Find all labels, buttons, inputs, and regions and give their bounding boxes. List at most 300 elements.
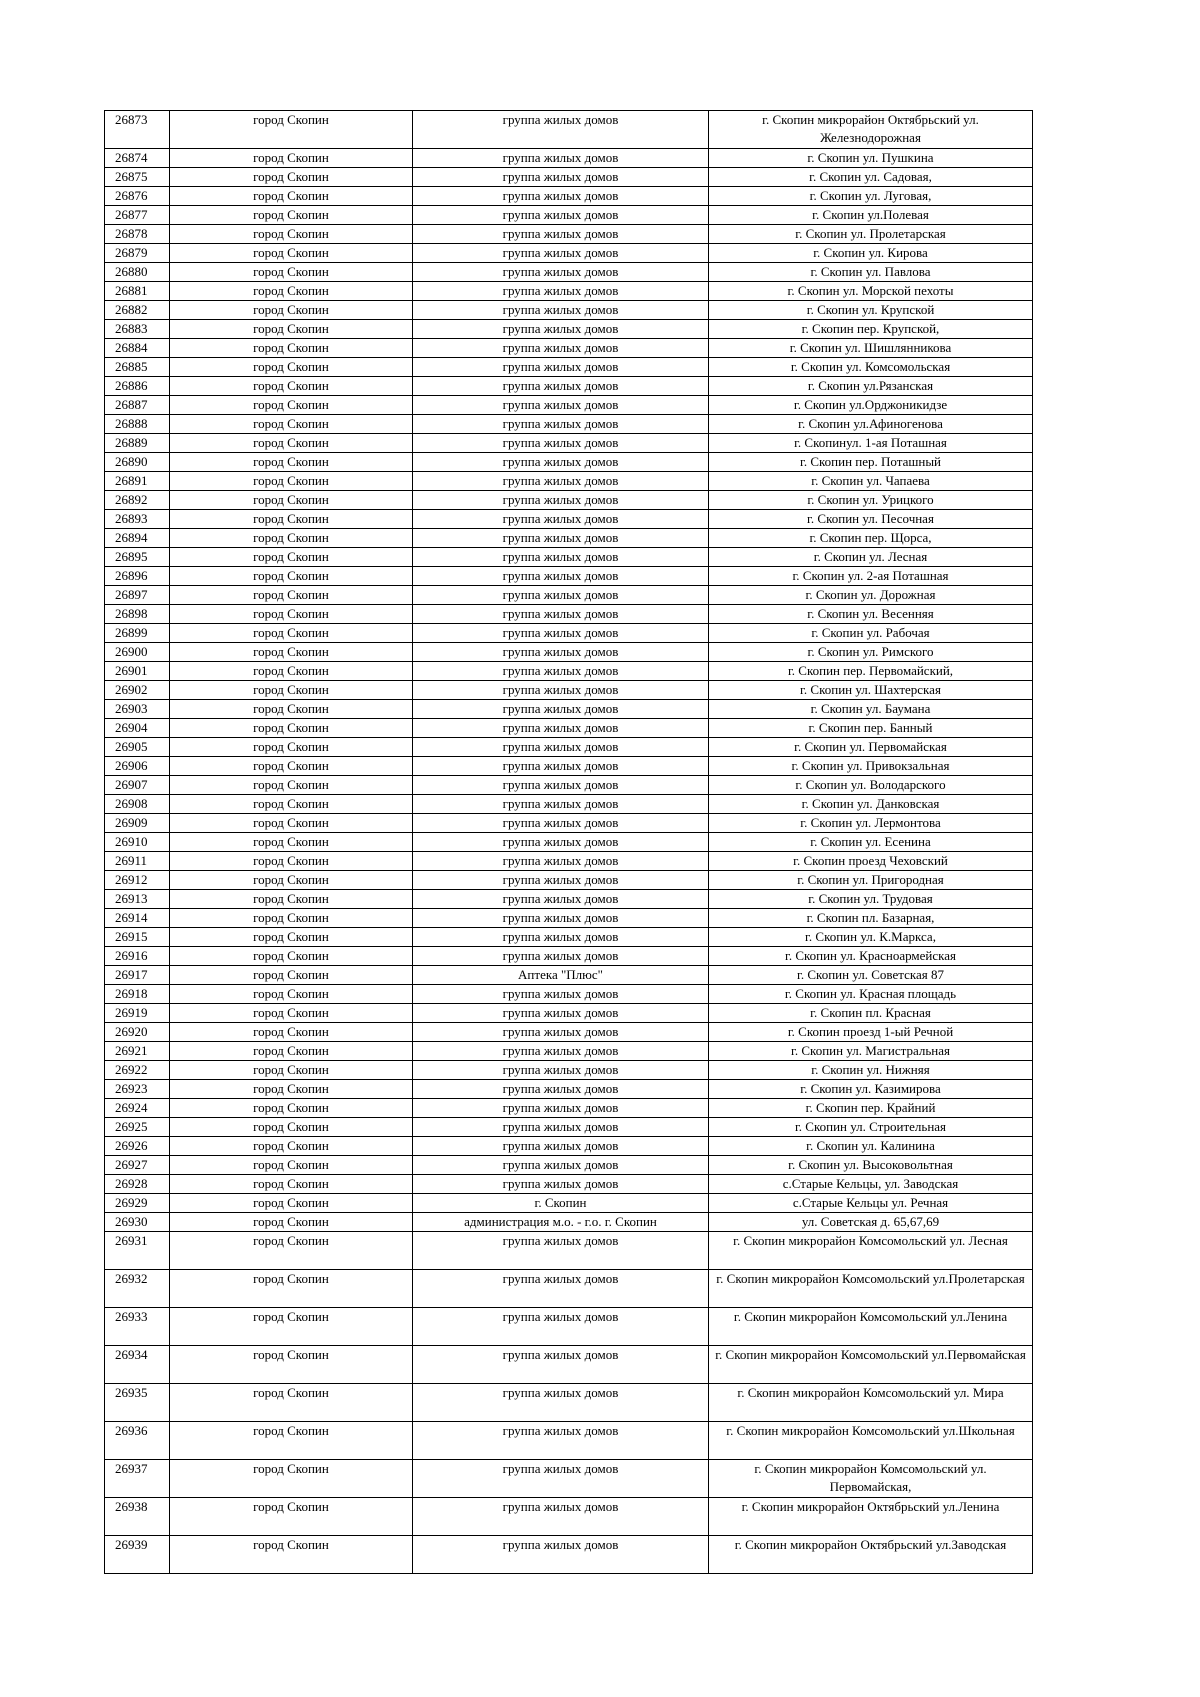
row-number: 26931 — [105, 1232, 170, 1270]
address-cell: г. Скопин ул. Морской пехоты — [709, 282, 1033, 301]
object-cell: группа жилых домов — [413, 149, 709, 168]
row-number: 26916 — [105, 947, 170, 966]
row-number: 26915 — [105, 928, 170, 947]
city-cell: город Скопин — [170, 833, 413, 852]
city-cell: город Скопин — [170, 206, 413, 225]
table-row — [105, 814, 1033, 833]
city-cell: город Скопин — [170, 738, 413, 757]
object-cell: группа жилых домов — [413, 434, 709, 453]
object-cell: группа жилых домов — [413, 111, 709, 149]
table-row — [105, 985, 1033, 1004]
city-cell: город Скопин — [170, 1137, 413, 1156]
address-cell: г. Скопин ул. Песочная — [709, 510, 1033, 529]
row-number: 26918 — [105, 985, 170, 1004]
address-cell: г. Скопин микрорайон Комсомольский ул. Лесная — [709, 1232, 1033, 1270]
city-cell: город Скопин — [170, 928, 413, 947]
city-cell: город Скопин — [170, 909, 413, 928]
address-cell: г. Скопин ул. Лермонтова — [709, 814, 1033, 833]
row-number: 26939 — [105, 1536, 170, 1574]
table-row — [105, 776, 1033, 795]
row-number: 26897 — [105, 586, 170, 605]
table-row — [105, 111, 1033, 149]
city-cell: город Скопин — [170, 985, 413, 1004]
table-row — [105, 301, 1033, 320]
row-number: 26934 — [105, 1346, 170, 1384]
row-number: 26875 — [105, 168, 170, 187]
row-number: 26919 — [105, 1004, 170, 1023]
object-cell: группа жилых домов — [413, 1270, 709, 1308]
table-row — [105, 263, 1033, 282]
row-number: 26895 — [105, 548, 170, 567]
row-number: 26898 — [105, 605, 170, 624]
city-cell: город Скопин — [170, 529, 413, 548]
table-row — [105, 966, 1033, 985]
address-cell: г. Скопин ул. Есенина — [709, 833, 1033, 852]
address-cell: г. Скопин ул. Шахтерская — [709, 681, 1033, 700]
object-cell: группа жилых домов — [413, 1080, 709, 1099]
table-row — [105, 1194, 1033, 1213]
object-cell: группа жилых домов — [413, 890, 709, 909]
table-row — [105, 187, 1033, 206]
table-row — [105, 1232, 1033, 1270]
table-row — [105, 206, 1033, 225]
address-cell: г. Скопин ул. Пушкина — [709, 149, 1033, 168]
city-cell: город Скопин — [170, 1175, 413, 1194]
row-number: 26880 — [105, 263, 170, 282]
city-cell: город Скопин — [170, 605, 413, 624]
table-row — [105, 1118, 1033, 1137]
table-row — [105, 358, 1033, 377]
row-number: 26873 — [105, 111, 170, 149]
address-cell: г. Скопин ул. Садовая, — [709, 168, 1033, 187]
table-row — [105, 1308, 1033, 1346]
address-cell: г. Скопин ул. Привокзальная — [709, 757, 1033, 776]
row-number: 26889 — [105, 434, 170, 453]
row-number: 26891 — [105, 472, 170, 491]
table-row — [105, 491, 1033, 510]
table-row — [105, 415, 1033, 434]
object-cell: группа жилых домов — [413, 548, 709, 567]
city-cell: город Скопин — [170, 567, 413, 586]
address-cell: г. Скопин ул. Первомайская — [709, 738, 1033, 757]
city-cell: город Скопин — [170, 1004, 413, 1023]
city-cell: город Скопин — [170, 339, 413, 358]
row-number: 26933 — [105, 1308, 170, 1346]
table-row — [105, 529, 1033, 548]
city-cell: город Скопин — [170, 1061, 413, 1080]
object-cell: группа жилых домов — [413, 605, 709, 624]
table-row — [105, 909, 1033, 928]
table-row — [105, 1099, 1033, 1118]
address-cell: г. Скопин ул. Высоковольтная — [709, 1156, 1033, 1175]
row-number: 26921 — [105, 1042, 170, 1061]
table-row — [105, 1023, 1033, 1042]
table-row — [105, 1061, 1033, 1080]
city-cell: город Скопин — [170, 472, 413, 491]
address-cell: г. Скопин микрорайон Комсомольский ул. Первомайская, — [709, 1460, 1033, 1498]
address-cell: г. Скопин ул. Пригородная — [709, 871, 1033, 890]
object-cell: группа жилых домов — [413, 738, 709, 757]
row-number: 26903 — [105, 700, 170, 719]
address-cell: г. Скопин микрорайон Комсомольский ул.Первомайская — [709, 1346, 1033, 1384]
row-number: 26937 — [105, 1460, 170, 1498]
address-cell: г. Скопин ул. Нижняя — [709, 1061, 1033, 1080]
object-cell: группа жилых домов — [413, 909, 709, 928]
city-cell: город Скопин — [170, 491, 413, 510]
row-number: 26920 — [105, 1023, 170, 1042]
table-row — [105, 1498, 1033, 1536]
address-cell: г. Скопин микрорайон Октябрьский ул. Железнодорожная — [709, 111, 1033, 149]
city-cell: город Скопин — [170, 1498, 413, 1536]
row-number: 26926 — [105, 1137, 170, 1156]
address-cell: г. Скопин ул. Володарского — [709, 776, 1033, 795]
table-row — [105, 662, 1033, 681]
city-cell: город Скопин — [170, 453, 413, 472]
address-cell: г. Скопин пл. Базарная, — [709, 909, 1033, 928]
address-cell: г. Скопин микрорайон Комсомольский ул. Мира — [709, 1384, 1033, 1422]
city-cell: город Скопин — [170, 1460, 413, 1498]
address-cell: г. Скопин ул. Чапаева — [709, 472, 1033, 491]
object-cell: администрация м.о. - г.о. г. Скопин — [413, 1213, 709, 1232]
object-cell: группа жилых домов — [413, 339, 709, 358]
table-row — [105, 320, 1033, 339]
object-cell: группа жилых домов — [413, 187, 709, 206]
row-number: 26887 — [105, 396, 170, 415]
table-row — [105, 624, 1033, 643]
table-row — [105, 1080, 1033, 1099]
row-number: 26929 — [105, 1194, 170, 1213]
address-cell: г. Скопин пер. Крайний — [709, 1099, 1033, 1118]
row-number: 26922 — [105, 1061, 170, 1080]
table-row — [105, 1536, 1033, 1574]
object-cell: группа жилых домов — [413, 225, 709, 244]
object-cell: группа жилых домов — [413, 1004, 709, 1023]
table-row — [105, 757, 1033, 776]
row-number: 26881 — [105, 282, 170, 301]
object-cell: группа жилых домов — [413, 947, 709, 966]
city-cell: город Скопин — [170, 1099, 413, 1118]
row-number: 26878 — [105, 225, 170, 244]
address-cell: г. Скопин ул. Шишлянникова — [709, 339, 1033, 358]
address-cell: г. Скопин ул. Пролетарская — [709, 225, 1033, 244]
city-cell: город Скопин — [170, 757, 413, 776]
object-cell: группа жилых домов — [413, 206, 709, 225]
row-number: 26879 — [105, 244, 170, 263]
object-cell: группа жилых домов — [413, 776, 709, 795]
row-number: 26876 — [105, 187, 170, 206]
object-cell: группа жилых домов — [413, 529, 709, 548]
table-row — [105, 795, 1033, 814]
object-cell: группа жилых домов — [413, 662, 709, 681]
address-cell: г. Скопин проезд Чеховский — [709, 852, 1033, 871]
row-number: 26894 — [105, 529, 170, 548]
city-cell: город Скопин — [170, 434, 413, 453]
object-cell: группа жилых домов — [413, 1023, 709, 1042]
city-cell: город Скопин — [170, 1023, 413, 1042]
city-cell: город Скопин — [170, 700, 413, 719]
table-row — [105, 567, 1033, 586]
address-cell: г. Скопин ул. К.Маркса, — [709, 928, 1033, 947]
object-cell: группа жилых домов — [413, 1308, 709, 1346]
address-cell: г. Скопин ул. 2-ая Поташная — [709, 567, 1033, 586]
object-cell: группа жилых домов — [413, 1232, 709, 1270]
object-cell: группа жилых домов — [413, 1460, 709, 1498]
city-cell: город Скопин — [170, 1346, 413, 1384]
object-cell: группа жилых домов — [413, 244, 709, 263]
row-number: 26925 — [105, 1118, 170, 1137]
row-number: 26905 — [105, 738, 170, 757]
address-cell: г. Скопин ул. Калинина — [709, 1137, 1033, 1156]
city-cell: город Скопин — [170, 111, 413, 149]
table-row — [105, 1175, 1033, 1194]
object-cell: Аптека "Плюс" — [413, 966, 709, 985]
table-row — [105, 643, 1033, 662]
address-cell: г. Скопин ул. Лесная — [709, 548, 1033, 567]
city-cell: город Скопин — [170, 415, 413, 434]
object-cell: группа жилых домов — [413, 643, 709, 662]
table-body — [105, 111, 1033, 1574]
row-number: 26908 — [105, 795, 170, 814]
object-cell: группа жилых домов — [413, 472, 709, 491]
object-cell: группа жилых домов — [413, 1137, 709, 1156]
address-cell: г. Скопин ул. Данковская — [709, 795, 1033, 814]
object-cell: группа жилых домов — [413, 1061, 709, 1080]
address-cell: г. Скопин ул. Римского — [709, 643, 1033, 662]
table-row — [105, 681, 1033, 700]
address-cell: г. Скопин ул.Афиногенова — [709, 415, 1033, 434]
address-cell: г. Скопин ул. Советская 87 — [709, 966, 1033, 985]
row-number: 26892 — [105, 491, 170, 510]
row-number: 26910 — [105, 833, 170, 852]
city-cell: город Скопин — [170, 1213, 413, 1232]
city-cell: город Скопин — [170, 548, 413, 567]
object-cell: группа жилых домов — [413, 396, 709, 415]
table-row — [105, 719, 1033, 738]
address-cell: г. Скопин ул. Дорожная — [709, 586, 1033, 605]
row-number: 26914 — [105, 909, 170, 928]
address-cell: г. Скопин пл. Красная — [709, 1004, 1033, 1023]
row-number: 26883 — [105, 320, 170, 339]
object-cell: группа жилых домов — [413, 871, 709, 890]
city-cell: город Скопин — [170, 852, 413, 871]
object-cell: группа жилых домов — [413, 985, 709, 1004]
table-row — [105, 833, 1033, 852]
table-row — [105, 1270, 1033, 1308]
city-cell: город Скопин — [170, 624, 413, 643]
address-cell: г. Скопин микрорайон Комсомольский ул.Пролетарская — [709, 1270, 1033, 1308]
table-row — [105, 1422, 1033, 1460]
object-cell: группа жилых домов — [413, 358, 709, 377]
object-cell: группа жилых домов — [413, 928, 709, 947]
row-number: 26893 — [105, 510, 170, 529]
address-cell: г. Скопин ул. Красноармейская — [709, 947, 1033, 966]
address-cell: г. Скопин пер. Щорса, — [709, 529, 1033, 548]
city-cell: город Скопин — [170, 1080, 413, 1099]
table-row — [105, 700, 1033, 719]
row-number: 26886 — [105, 377, 170, 396]
object-cell: группа жилых домов — [413, 624, 709, 643]
address-cell: с.Старые Кельцы ул. Речная — [709, 1194, 1033, 1213]
object-cell: группа жилых домов — [413, 263, 709, 282]
address-cell: г. Скопин ул. Кирова — [709, 244, 1033, 263]
table-row — [105, 339, 1033, 358]
object-cell: группа жилых домов — [413, 757, 709, 776]
table-row — [105, 510, 1033, 529]
table-row — [105, 852, 1033, 871]
address-cell: г. Скопин ул. Павлова — [709, 263, 1033, 282]
address-cell: с.Старые Кельцы, ул. Заводская — [709, 1175, 1033, 1194]
city-cell: город Скопин — [170, 681, 413, 700]
row-number: 26890 — [105, 453, 170, 472]
object-cell: г. Скопин — [413, 1194, 709, 1213]
row-number: 26917 — [105, 966, 170, 985]
row-number: 26904 — [105, 719, 170, 738]
table-row — [105, 548, 1033, 567]
city-cell: город Скопин — [170, 1156, 413, 1175]
address-cell: г. Скопин пер. Банный — [709, 719, 1033, 738]
table-row — [105, 225, 1033, 244]
city-cell: город Скопин — [170, 662, 413, 681]
object-cell: группа жилых домов — [413, 1498, 709, 1536]
table-row — [105, 396, 1033, 415]
city-cell: город Скопин — [170, 510, 413, 529]
city-cell: город Скопин — [170, 320, 413, 339]
address-cell: г. Скопин ул. Крупской — [709, 301, 1033, 320]
city-cell: город Скопин — [170, 795, 413, 814]
row-number: 26902 — [105, 681, 170, 700]
row-number: 26906 — [105, 757, 170, 776]
table-row — [105, 453, 1033, 472]
row-number: 26884 — [105, 339, 170, 358]
city-cell: город Скопин — [170, 263, 413, 282]
city-cell: город Скопин — [170, 947, 413, 966]
table-row — [105, 871, 1033, 890]
city-cell: город Скопин — [170, 225, 413, 244]
address-cell: г. Скопин пер. Первомайский, — [709, 662, 1033, 681]
row-number: 26938 — [105, 1498, 170, 1536]
row-number: 26911 — [105, 852, 170, 871]
row-number: 26900 — [105, 643, 170, 662]
object-cell: группа жилых домов — [413, 1175, 709, 1194]
table-row — [105, 472, 1033, 491]
city-cell: город Скопин — [170, 586, 413, 605]
table-row — [105, 738, 1033, 757]
address-cell: г. Скопин ул. Урицкого — [709, 491, 1033, 510]
table-row — [105, 1156, 1033, 1175]
address-cell: г. Скопин ул. Казимирова — [709, 1080, 1033, 1099]
object-cell: группа жилых домов — [413, 586, 709, 605]
object-cell: группа жилых домов — [413, 814, 709, 833]
city-cell: город Скопин — [170, 187, 413, 206]
address-cell: г. Скопин ул.Орджоникидзе — [709, 396, 1033, 415]
city-cell: город Скопин — [170, 1232, 413, 1270]
city-cell: город Скопин — [170, 1118, 413, 1137]
object-cell: группа жилых домов — [413, 852, 709, 871]
row-number: 26928 — [105, 1175, 170, 1194]
city-cell: город Скопин — [170, 168, 413, 187]
object-cell: группа жилых домов — [413, 700, 709, 719]
object-cell: группа жилых домов — [413, 377, 709, 396]
row-number: 26924 — [105, 1099, 170, 1118]
table-row — [105, 1004, 1033, 1023]
city-cell: город Скопин — [170, 643, 413, 662]
row-number: 26901 — [105, 662, 170, 681]
address-cell: ул. Советская д. 65,67,69 — [709, 1213, 1033, 1232]
object-cell: группа жилых домов — [413, 1422, 709, 1460]
table-row — [105, 890, 1033, 909]
table-row — [105, 1460, 1033, 1498]
address-cell: г. Скопин пер. Крупской, — [709, 320, 1033, 339]
object-cell: группа жилых домов — [413, 1118, 709, 1137]
city-cell: город Скопин — [170, 1270, 413, 1308]
city-cell: город Скопин — [170, 282, 413, 301]
city-cell: город Скопин — [170, 244, 413, 263]
object-cell: группа жилых домов — [413, 1346, 709, 1384]
table-row — [105, 1213, 1033, 1232]
city-cell: город Скопин — [170, 149, 413, 168]
object-cell: группа жилых домов — [413, 168, 709, 187]
object-cell: группа жилых домов — [413, 320, 709, 339]
table-row — [105, 168, 1033, 187]
row-number: 26874 — [105, 149, 170, 168]
row-number: 26912 — [105, 871, 170, 890]
table-row — [105, 1042, 1033, 1061]
row-number: 26913 — [105, 890, 170, 909]
table-row — [105, 149, 1033, 168]
address-cell: г. Скопин ул. Весенняя — [709, 605, 1033, 624]
object-cell: группа жилых домов — [413, 1042, 709, 1061]
city-cell: город Скопин — [170, 396, 413, 415]
object-cell: группа жилых домов — [413, 301, 709, 320]
row-number: 26923 — [105, 1080, 170, 1099]
address-cell: г. Скопин ул. Рабочая — [709, 624, 1033, 643]
table-row — [105, 947, 1033, 966]
object-cell: группа жилых домов — [413, 1099, 709, 1118]
row-number: 26896 — [105, 567, 170, 586]
row-number: 26935 — [105, 1384, 170, 1422]
object-cell: группа жилых домов — [413, 795, 709, 814]
city-cell: город Скопин — [170, 1384, 413, 1422]
object-cell: группа жилых домов — [413, 1536, 709, 1574]
object-cell: группа жилых домов — [413, 719, 709, 738]
table-row — [105, 586, 1033, 605]
row-number: 26936 — [105, 1422, 170, 1460]
city-cell: город Скопин — [170, 1536, 413, 1574]
object-cell: группа жилых домов — [413, 453, 709, 472]
address-cell: г. Скопин ул. Комсомольская — [709, 358, 1033, 377]
city-cell: город Скопин — [170, 377, 413, 396]
row-number: 26877 — [105, 206, 170, 225]
object-cell: группа жилых домов — [413, 833, 709, 852]
city-cell: город Скопин — [170, 871, 413, 890]
address-cell: г. Скопин ул. Красная площадь — [709, 985, 1033, 1004]
object-cell: группа жилых домов — [413, 681, 709, 700]
city-cell: город Скопин — [170, 301, 413, 320]
object-cell: группа жилых домов — [413, 491, 709, 510]
row-number: 26899 — [105, 624, 170, 643]
address-cell: г. Скопин ул. Трудовая — [709, 890, 1033, 909]
table-row — [105, 1384, 1033, 1422]
row-number: 26885 — [105, 358, 170, 377]
table-row — [105, 282, 1033, 301]
table-row — [105, 1137, 1033, 1156]
table-row — [105, 377, 1033, 396]
row-number: 26927 — [105, 1156, 170, 1175]
address-cell: г. Скопин ул.Рязанская — [709, 377, 1033, 396]
city-cell: город Скопин — [170, 719, 413, 738]
address-cell: г. Скопин ул. Строительная — [709, 1118, 1033, 1137]
object-cell: группа жилых домов — [413, 510, 709, 529]
